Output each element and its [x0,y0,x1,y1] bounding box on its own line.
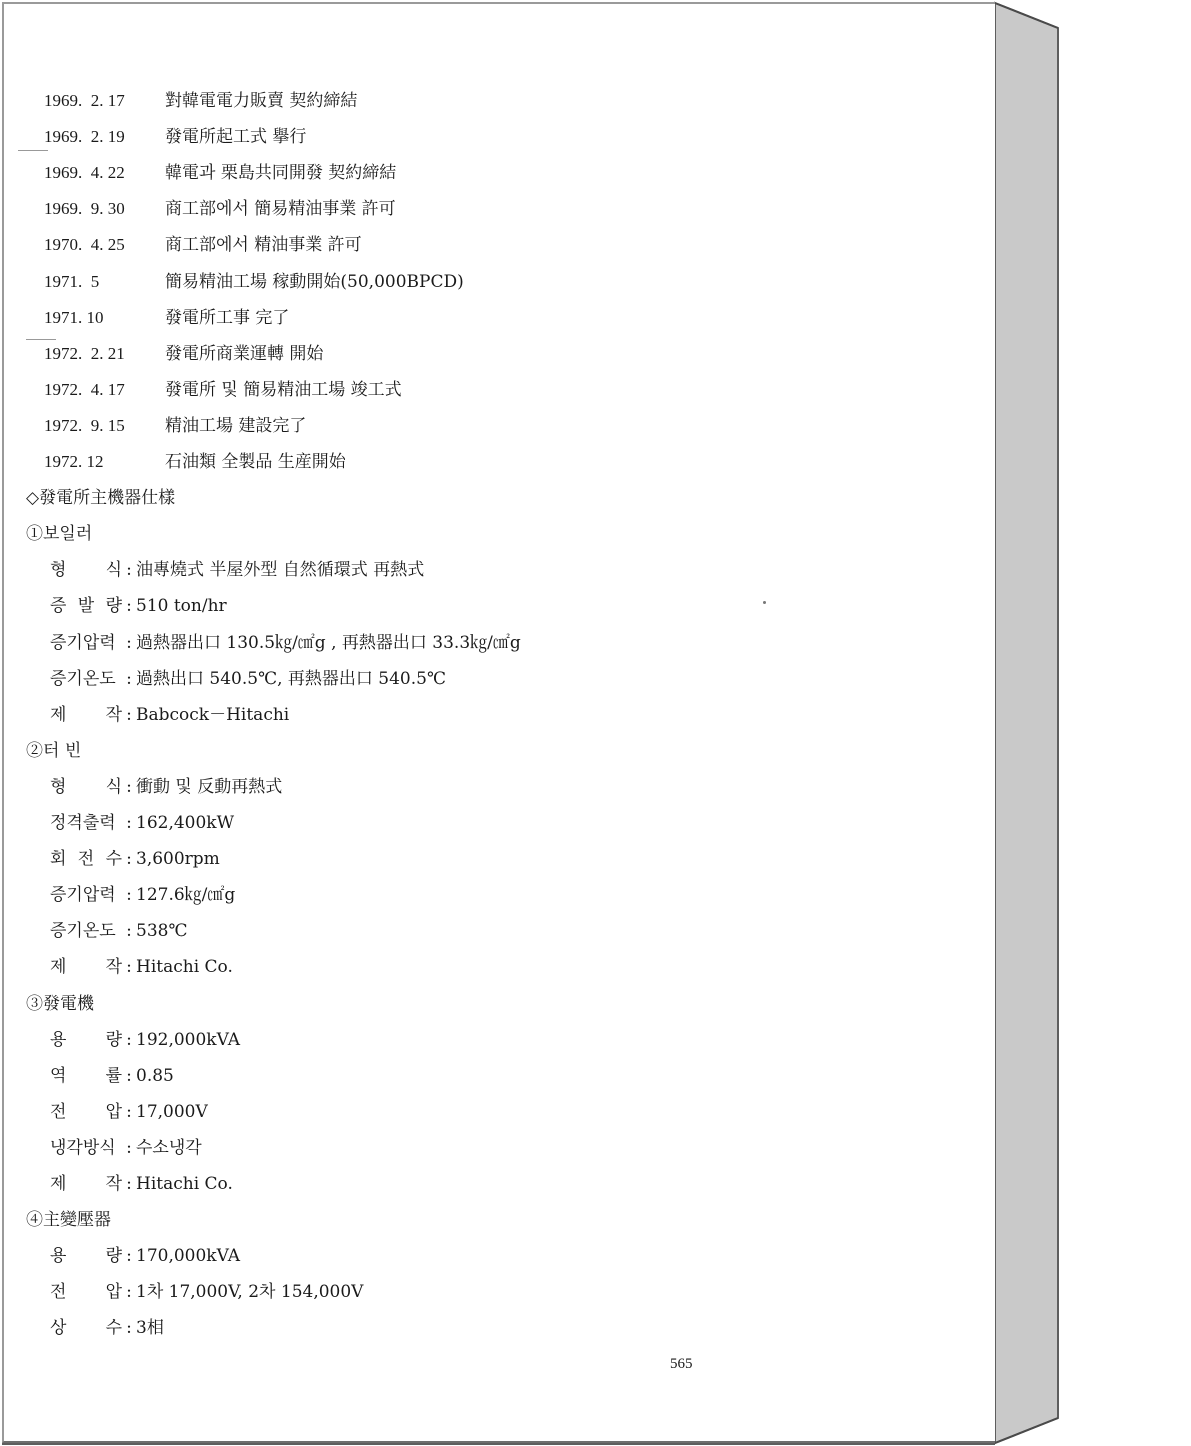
spec-colon: : [126,1137,132,1158]
spec-colon: : [126,668,132,689]
spec-value: Hitachi Co. [136,957,233,978]
spec-section-title: ③發電機 [26,993,94,1014]
spec-colon: : [126,1318,132,1339]
spec-label: 증기온도 [50,921,116,942]
spec-label: 증기온도 [50,668,116,689]
spec-label: 증기압력 [50,632,116,653]
spec-colon: : [126,704,132,725]
history-event: 商工部에서 精油事業 許可 [165,235,362,256]
spec-section-title: ④主變壓器 [26,1210,111,1231]
spec-value: 過熱出口 540.5℃, 再熱器出口 540.5℃ [136,668,446,689]
spec-value: 17,000V [136,1101,208,1122]
spec-colon: : [126,1029,132,1050]
spec-label: 증기압력 [50,885,116,906]
history-date: 1969. 2. 17 [44,91,125,110]
spec-row [50,1065,174,1087]
spec-label: 용 량 [50,1246,122,1267]
spec-label: 용 량 [50,1029,122,1050]
history-event: 商工部에서 簡易精油事業 許可 [165,199,396,220]
spec-colon: : [126,1065,132,1086]
history-event: 發電所起工式 擧行 [165,127,307,148]
spec-label: 증 발 량 [50,596,122,617]
spec-row [50,1173,233,1195]
spec-label: 상 수 [50,1318,122,1339]
spec-colon: : [126,632,132,653]
spec-colon: : [126,596,132,617]
spec-colon: : [126,957,132,978]
spec-colon: : [126,1101,132,1122]
spec-row [50,1101,208,1123]
spec-value: 過熱器出口 130.5㎏/㎠g , 再熱器出口 33.3㎏/㎠g [136,632,521,653]
spec-label: 냉각방식 [50,1137,116,1158]
spec-row [50,595,227,617]
spec-row [50,920,187,942]
spec-row [50,848,220,870]
spec-label: 제 작 [50,704,122,725]
spec-section-title: ②터 빈 [26,740,82,761]
spec-label: 제 작 [50,957,122,978]
spec-value: 3相 [136,1318,164,1339]
spec-colon: : [126,1282,132,1303]
spec-colon: : [126,813,132,833]
history-event: 精油工場 建設完了 [165,415,307,436]
spec-value: 170,000kVA [136,1246,241,1267]
spec-value: 538℃ [136,921,188,942]
spec-row [50,559,424,581]
spec-colon: : [126,1246,132,1267]
history-event: 發電所工事 完了 [165,307,290,328]
spec-row [50,1317,164,1339]
history-event: 韓電과 栗島共同開發 契約締結 [165,163,397,184]
history-date: 1972. 4. 17 [44,379,125,399]
document-page [2,2,995,1443]
spec-value: 127.6㎏/㎠g [136,885,236,906]
spec-value: 510 ton/hr [136,596,227,617]
spec-value: 1차 17,000V, 2차 154,000V [136,1282,364,1303]
spec-value: 油專燒式 半屋外型 自然循環式 再熱式 [136,560,425,581]
spec-label: 역 률 [50,1065,122,1086]
history-date: 1972. 2. 21 [44,343,125,363]
spec-row [50,812,234,834]
spec-row [50,956,233,978]
history-date: 1972. 9. 15 [44,415,125,435]
history-date: 1971. 5 [44,271,100,291]
spec-value: 162,400kW [136,813,235,833]
scan-speck [763,601,766,604]
spec-row [50,1245,240,1267]
spec-label: 전 압 [50,1101,122,1122]
spec-colon: : [126,1174,132,1194]
spec-label: 형 식 [50,560,122,581]
history-date: 1969. 2. 19 [44,127,125,147]
spec-label: 회 전 수 [50,849,122,870]
history-event: 發電所商業運轉 開始 [165,343,324,364]
spec-row [50,632,521,654]
spec-label: 전 압 [50,1282,122,1303]
history-event: 簡易精油工場 稼動開始(50,000BPCD) [165,271,464,292]
spec-value: 192,000kVA [136,1029,241,1050]
spec-label: 제 작 [50,1174,122,1194]
spec-value: 3,600rpm [136,849,220,870]
spec-colon: : [126,776,132,797]
page-number: 565 [670,1356,693,1372]
history-event: 對韓電電力販賣 契約締結 [165,91,358,111]
spec-row [50,884,235,906]
history-date: 1969. 4. 22 [44,163,125,183]
history-date: 1970. 4. 25 [44,235,125,255]
spec-colon: : [126,560,132,581]
spec-colon: : [126,885,132,906]
scan-speck [26,339,56,340]
history-event: 發電所 및 簡易精油工場 竣工式 [165,379,402,400]
history-event: 石油類 全製品 生産開始 [165,452,346,472]
history-date: 1972. 12 [44,452,104,471]
spec-value: 수소냉각 [136,1137,202,1158]
spec-colon: : [126,921,132,942]
scan-speck [18,150,48,151]
spec-colon: : [126,849,132,870]
history-date: 1969. 9. 30 [44,199,125,219]
spec-label: 형 식 [50,776,122,797]
spec-row [50,1281,363,1303]
spec-section-title: ①보일러 [26,524,93,545]
spec-label: 정격출력 [50,813,116,833]
spec-row [50,668,446,690]
spec-row [50,704,289,726]
spec-value: 0.85 [136,1065,174,1086]
spec-row [50,1029,240,1051]
spec-heading: ◇發電所主機器仕樣 [26,488,176,509]
spec-value: 衝動 및 反動再熱式 [136,776,283,797]
spec-value: Hitachi Co. [136,1174,233,1194]
history-date: 1971. 10 [44,307,104,327]
spec-row [50,776,282,798]
spec-row [50,1137,202,1159]
spec-value: Babcock－Hitachi [136,704,290,725]
